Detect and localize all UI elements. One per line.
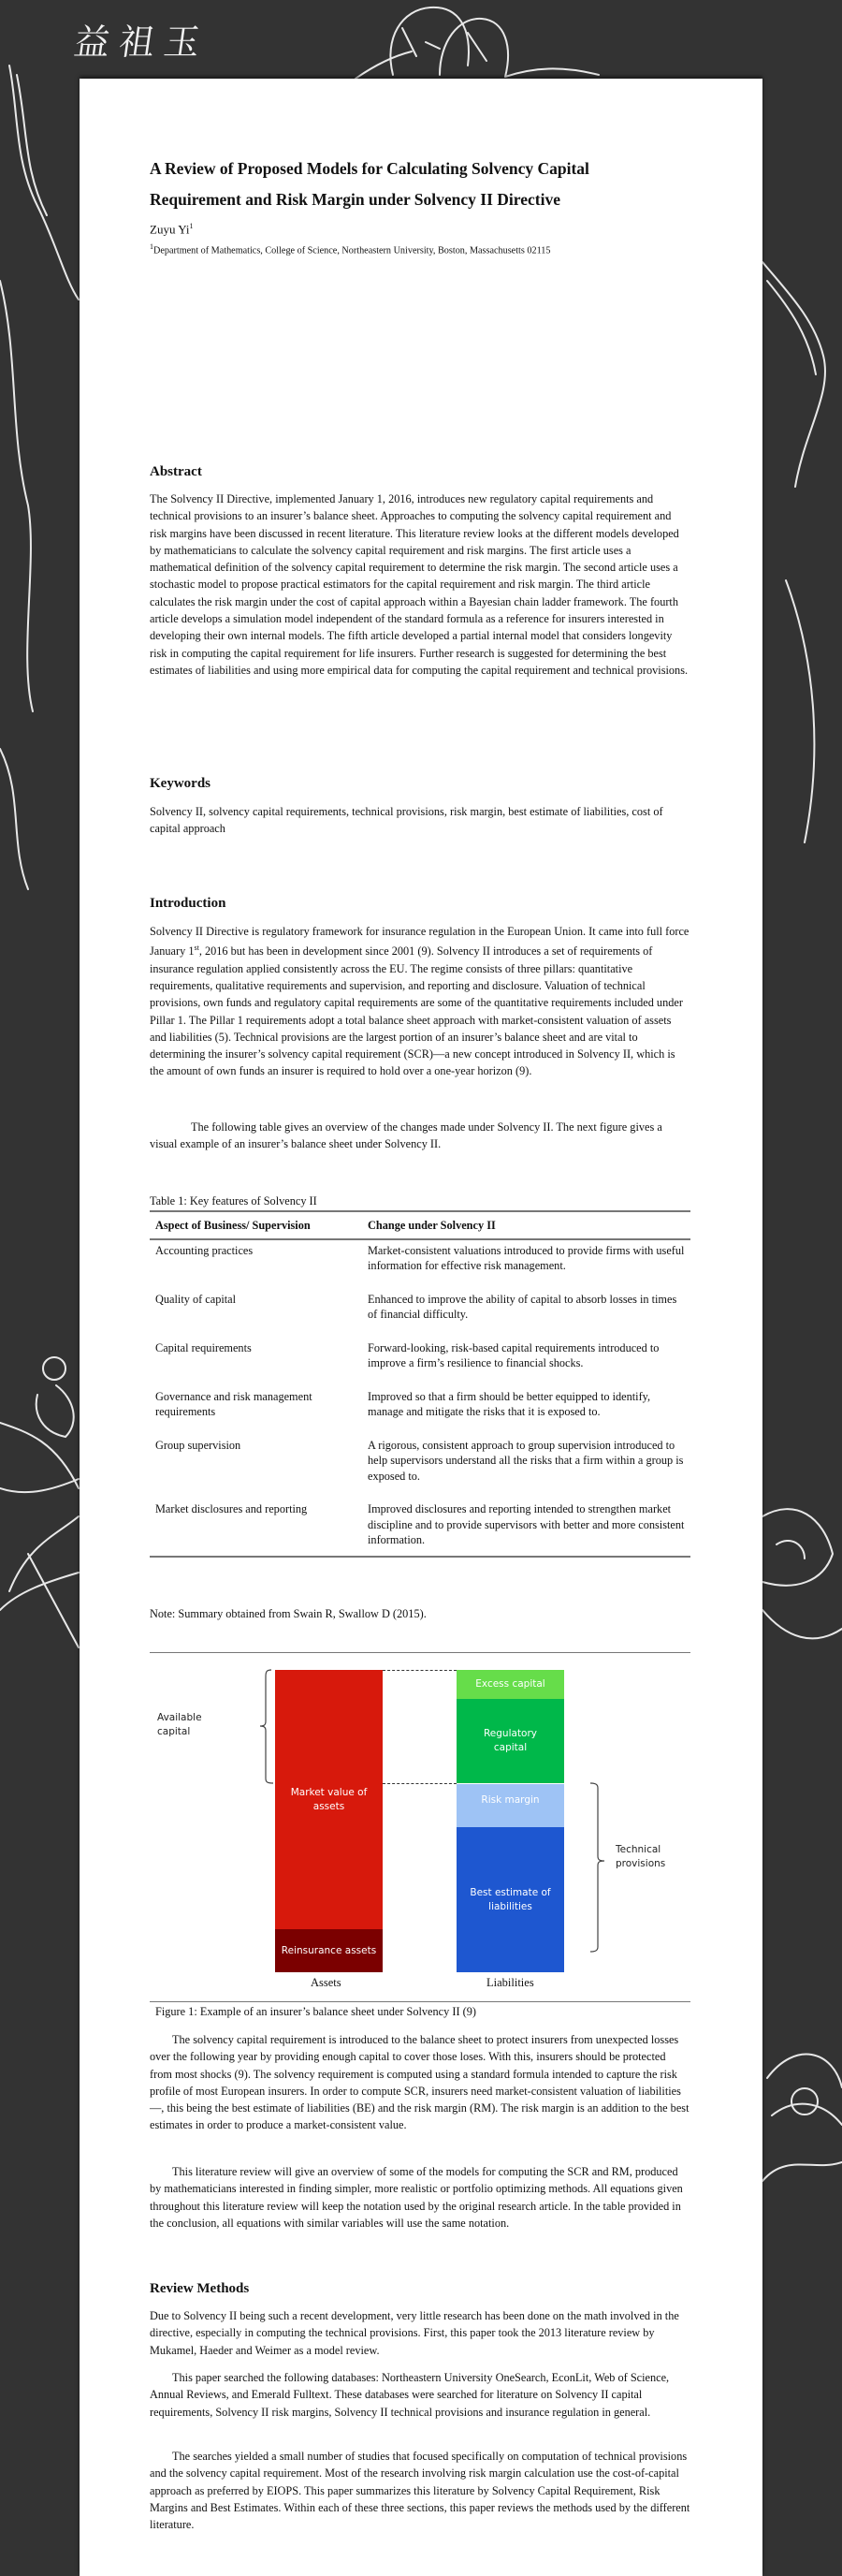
- figure-caption: Figure 1: Example of an insurer’s balance sheet under Solvency II (9): [155, 2005, 476, 2018]
- title-line-1: A Review of Proposed Models for Calculating Solvency Capital: [150, 159, 589, 178]
- available-capital-label: Available capital: [157, 1712, 202, 1737]
- figure-braces: [150, 1652, 690, 1975]
- review-methods-paragraph-1: Due to Solvency II being such a recent development, very little research has been done on the math involved in the directive, especially in computing the technical provisions. First, this paper took the 2013 literature review by Mukamel, Haeder and Weimer as a model review.: [150, 2309, 679, 2357]
- author-sup: 1: [189, 222, 194, 230]
- review-methods-paragraph-2: This paper searched the following databases: Northeastern University OneSearch, EconLit, Web of Science, Annual Reviews, and Emerald Fulltext. These databases were searched for literature on Solvency II capital requirements, Solvency II risk margins, Solvency II technical provisions and insurance regulation in general.: [150, 2371, 670, 2419]
- table-caption: Table 1: Key features of Solvency II: [150, 1194, 317, 1208]
- table-cell-change: Market-consistent valuations introduced to provide firms with useful information for effective risk management.: [368, 1243, 685, 1272]
- author: [150, 222, 194, 237]
- regulatory-capital-block: Regulatory capital: [457, 1699, 564, 1783]
- risk-margin-block: Risk margin: [457, 1784, 564, 1827]
- table-cell-aspect: Accounting practices: [155, 1243, 254, 1257]
- affiliation: [150, 242, 550, 256]
- dashed-connector-top: [383, 1670, 457, 1671]
- table-header-aspect: Aspect of Business/ Supervision: [150, 1211, 362, 1239]
- table-row: [150, 1435, 690, 1500]
- excess-capital-block: Excess capital: [457, 1670, 564, 1699]
- table-header-change: Change under Solvency II: [362, 1211, 690, 1239]
- introduction-paragraph-4: This literature review will give an overview of some of the models for computing the SCR and RM, produced by mathematicians interested in finding simpler, more realistic or portfolio optimizing methods. All equations given throughout this literature review will keep the notation used by the original research article. In the table provided in the conclusion, all equations with similar variables will use the same notation.: [150, 2165, 683, 2230]
- abstract-text: The Solvency II Directive, implemented January 1, 2016, introduces new regulatory capital requirements and technical provisions to an insurer’s balance sheet. Approaches to computing the solvency capital requirement and risk margins have been discussed in recent literature. This literature review looks at the different models developed by mathematicians to calculate the solvency capital requirement and risk margins. The first article uses a mathematical definition of the solvency capital requirement to determine the risk margin. The second article uses a stochastic model to propose practical estimators for the capital requirement and risk margin. The third article calculates the risk margin under the cost of capital approach within a Bayesian chain ladder framework. The fourth article develops a simulation model independent of the standard formula as a reference for insurers interested in developing their own internal models. The fifth article developed a partial internal model that considers longevity risk in computing the capital requirement for life insurers. Further research is suggested for determining the best estimates of liabilities and using more empirical data for computing the capital requirement and technical provisions.: [150, 492, 689, 677]
- abstract-heading: Abstract: [150, 464, 202, 479]
- keywords-heading: Keywords: [150, 776, 210, 791]
- paper-title: [150, 154, 674, 215]
- table-cell-aspect: Group supervision: [155, 1438, 241, 1452]
- liabilities-axis-label: Liabilities: [486, 1976, 534, 1989]
- review-methods-paragraph-3: The searches yielded a small number of studies that focused specifically on computation of technical provisions and the solvency capital requirement. Most of the research involving risk margin calculation use the cost-of-capital approach as preferred by EIOPS. This paper summarizes this literature by Solvency Capital Requirement, Risk Margins and Best Estimates. Within each of these three sections, this paper reviews the methods used by the different literature.: [150, 2450, 690, 2532]
- table-row: [150, 1499, 690, 1557]
- review-methods-heading: Review Methods: [150, 2281, 250, 2296]
- market-value-of-assets-block: Market value of assets: [275, 1670, 383, 1929]
- reinsurance-assets-block: Reinsurance assets: [275, 1929, 383, 1972]
- balance-sheet-figure: [150, 1652, 690, 1989]
- table-note: Note: Summary obtained from Swain R, Swallow D (2015).: [150, 1607, 427, 1620]
- table-cell-aspect: Market disclosures and reporting: [150, 1499, 362, 1557]
- affiliation-sup: 1: [150, 242, 153, 251]
- best-estimate-of-liabilities-block: Best estimate of liabilities: [457, 1827, 564, 1972]
- table-cell-aspect: Capital requirements: [155, 1340, 252, 1354]
- keywords-text: Solvency II, solvency capital requirements, technical provisions, risk margin, best estimate of liabilities, cost of capital approach: [150, 805, 663, 836]
- introduction-paragraph-2: The following table gives an overview of the changes made under Solvency II. The next figure gives a visual example of an insurer’s balance sheet under Solvency II.: [150, 1120, 662, 1151]
- table-cell-change: Enhanced to improve the ability of capital to absorb losses in times of financial difficulty.: [368, 1292, 677, 1321]
- assets-axis-label: Assets: [311, 1976, 341, 1989]
- table-row: [150, 1289, 690, 1338]
- table-cell-aspect: Quality of capital: [155, 1292, 237, 1306]
- affiliation-text: Department of Mathematics, College of Science, Northeastern University, Boston, Massachusetts 02115: [153, 245, 551, 256]
- introduction-paragraph-1: Solvency II Directive is regulatory framework for insurance regulation in the European Union. It came into full force January 1st, 2016 but has been in development since 2001 (9). Solvency II introduces a set of requirements of insurance regulation applied consistently across the EU. The regime consists of three pillars: quantitative requirements, qualitative requirements and supervision, and reporting and disclosure. Valuation of technical provisions, own funds and regulatory capital requirements are some of the quantitative requirements included under Pillar 1. The Pillar 1 requirements adopt a total balance sheet approach with market-consistent valuation of assets and liabilities (5). Technical provisions are the largest portion of an insurer’s balance sheet and are vital to determining the insurer’s solvency capital requirement (SCR)—a new concept introduced in Solvency II, which is the amount of own funds an insurer is required to hold over a one-year horizon (9).: [150, 925, 690, 1078]
- table-header-row: [150, 1211, 690, 1239]
- calligraphy-signature: 益祖玉: [71, 22, 212, 63]
- key-features-table: [150, 1210, 690, 1558]
- table-cell-change: A rigorous, consistent approach to group supervision introduced to help supervisors understand all the risks that a firm within a group is exposed to.: [368, 1438, 684, 1483]
- technical-provisions-label: Technical provisions: [616, 1844, 666, 1869]
- table-cell-change: Improved so that a firm should be better equipped to identify, manage and mitigate the risks that it is exposed to.: [368, 1389, 651, 1418]
- introduction-heading: Introduction: [150, 896, 226, 911]
- introduction-paragraph-3: The solvency capital requirement is introduced to the balance sheet to protect insurers from unexpected losses over the following year by providing enough capital to cover those loses. With this, insurers should be protected from most shocks (9). The solvency requirement is computed using a standard formula intended to capture the risk profile of most European insurers. In order to compute SCR, insurers need market-consistent valuation of liabilities—, this being the best estimate of liabilities (BE) and the risk margin (RM). The risk margin is an addition to the best estimates in order to produce a market-consistent value.: [150, 2033, 690, 2132]
- author-name: Zuyu Yi: [150, 222, 190, 237]
- table-row: [150, 1338, 690, 1386]
- title-line-2: Requirement and Risk Margin under Solvency II Directive: [150, 190, 560, 209]
- figure-bottom-rule: [150, 2001, 690, 2002]
- table-cell-change: Improved disclosures and reporting intended to strengthen market discipline and to provide supervisors with better and more consistent information.: [362, 1499, 690, 1557]
- paper-page: [80, 79, 762, 2576]
- table-cell-change: Forward-looking, risk-based capital requirements introduced to improve a firm’s resilience to financial shocks.: [368, 1340, 660, 1369]
- table-cell-aspect: Governance and risk management requirements: [155, 1389, 312, 1418]
- table-row: [150, 1239, 690, 1289]
- dashed-connector-middle: [383, 1783, 457, 1784]
- table-row: [150, 1386, 690, 1435]
